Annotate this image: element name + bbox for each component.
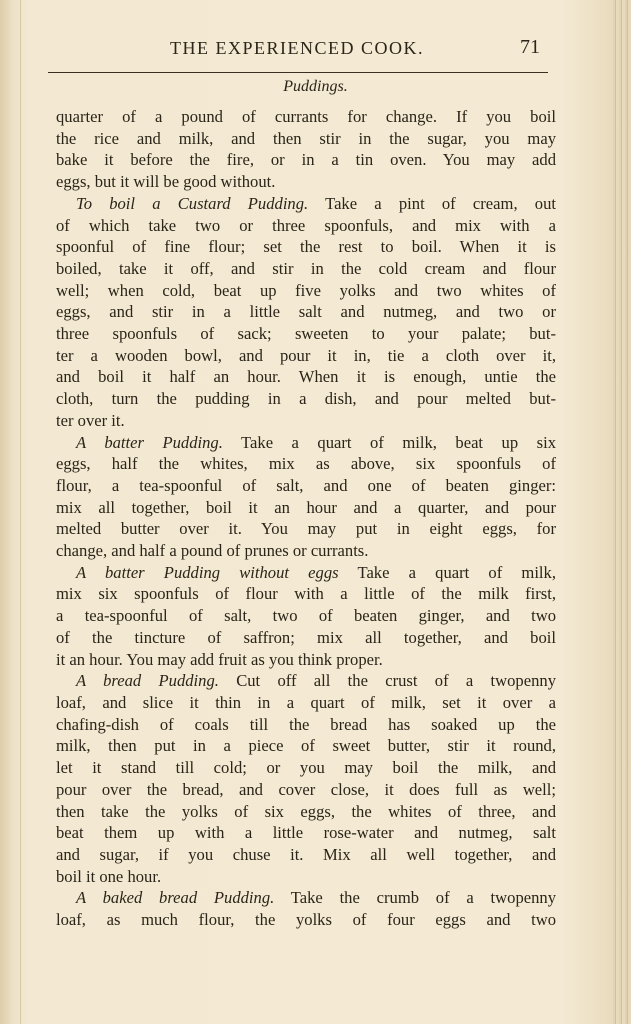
line-text: quarter of a pound of currants for change. If you boil — [56, 107, 556, 126]
text-line — [56, 301, 556, 323]
line-text: mix all together, boil it an hour and a quarter, and pour — [56, 497, 556, 517]
recipe-title: A bread Pudding. — [76, 671, 219, 691]
text-line — [56, 128, 556, 150]
line-text: ter over it. — [56, 410, 125, 430]
text-line — [56, 540, 556, 562]
line-text: of which take two or three spoonfuls, and mix with a — [56, 215, 556, 235]
text-line — [56, 562, 556, 584]
text-line — [56, 692, 556, 714]
line-text: loaf, as much flour, the yolks of four eggs and two — [56, 910, 556, 930]
body-text — [56, 106, 556, 931]
line-text: let it stand till cold; or you may boil the milk, and — [56, 758, 556, 778]
line-text: beat them up with a little rose-water and nutmeg, salt — [56, 823, 556, 843]
margin-line — [20, 0, 21, 1024]
line-text: it an hour. You may add fruit as you think proper. — [56, 649, 383, 669]
line-text: pour over the bread, and cover close, it does full as well; — [56, 779, 556, 799]
text-line — [56, 670, 556, 692]
right-page-edge — [613, 0, 631, 1024]
text-line — [56, 345, 556, 367]
line-text: well; when cold, beat up five yolks and two whites of — [56, 280, 556, 300]
line-text: eggs, but it will be good without. — [56, 172, 276, 192]
text-line — [56, 366, 556, 388]
recipe-title: A baked bread Pudding. — [76, 888, 275, 908]
text-line — [56, 258, 556, 280]
line-text: boiled, take it off, and stir in the cold cream and flour — [56, 258, 556, 278]
text-line — [56, 605, 556, 627]
section-title: Puddings. — [283, 78, 348, 95]
text-line — [56, 432, 556, 454]
line-text: loaf, and slice it thin in a quart of milk, set it over a — [56, 692, 556, 712]
text-line — [56, 410, 556, 432]
line-text: chafing-dish of coals till the bread has soaked up the — [56, 714, 556, 734]
text-line — [56, 149, 556, 171]
text-line — [56, 215, 556, 237]
line-text: and sugar, if you chuse it. Mix all well together, and — [56, 844, 556, 864]
line-text: of the tincture of saffron; mix all together, and boil — [56, 627, 556, 647]
line-text: eggs, half the whites, mix as above, six spoonfuls of — [56, 454, 556, 474]
text-line — [56, 171, 556, 193]
text-line — [56, 714, 556, 736]
line-text: bake it before the fire, or in a tin oven. You may add — [56, 150, 556, 170]
text-line — [56, 779, 556, 801]
line-text: Take a pint of cream, out — [308, 193, 556, 213]
line-text: eggs, and stir in a little salt and nutmeg, and two or — [56, 302, 556, 322]
text-line — [56, 323, 556, 345]
left-page-edge — [0, 0, 14, 1024]
line-text: Take a quart of milk, — [338, 562, 556, 582]
text-line — [56, 236, 556, 258]
line-text: change, and half a pound of prunes or currants. — [56, 541, 369, 561]
text-line — [56, 844, 556, 866]
recipe-title: To boil a Custard Pudding. — [76, 193, 309, 213]
text-line — [56, 866, 556, 888]
line-text: cloth, turn the pudding in a dish, and pour melted but- — [56, 389, 556, 409]
line-text: the rice and milk, and then stir in the sugar, you may — [56, 128, 556, 148]
header-rule — [48, 72, 548, 73]
text-line — [56, 388, 556, 410]
line-text: melted butter over it. You may put in eight eggs, for — [56, 519, 556, 539]
text-line — [56, 475, 556, 497]
line-text: then take the yolks of six eggs, the whites of three, and — [56, 801, 556, 821]
recipe-title: A batter Pudding without eggs — [76, 562, 339, 582]
text-line — [56, 757, 556, 779]
line-text: Take the crumb of a twopenny — [274, 888, 556, 908]
running-title: THE EXPERIENCED COOK. — [170, 38, 424, 58]
line-text: flour, a tea-spoonful of salt, and one of beaten ginger: — [56, 475, 556, 495]
line-text: Cut off all the crust of a twopenny — [218, 671, 556, 691]
text-line — [56, 801, 556, 823]
text-line — [56, 887, 556, 909]
line-text: mix six spoonfuls of flour with a little of the milk first, — [56, 584, 556, 604]
line-text: spoonful of fine flour; set the rest to boil. When it is — [56, 237, 556, 257]
line-text: three spoonfuls of sack; sweeten to your palate; but- — [56, 324, 556, 344]
text-line — [56, 106, 556, 128]
text-line — [56, 280, 556, 302]
line-text: boil it one hour. — [56, 866, 162, 886]
text-line — [56, 518, 556, 540]
page-header — [0, 38, 631, 68]
text-line — [56, 649, 556, 671]
line-text: and boil it half an hour. When it is enough, untie the — [56, 367, 556, 387]
text-line — [56, 909, 556, 931]
page-number: 71 — [520, 36, 540, 58]
text-line — [56, 583, 556, 605]
text-line — [56, 822, 556, 844]
text-line — [56, 627, 556, 649]
text-line — [56, 735, 556, 757]
text-line — [56, 453, 556, 475]
text-line — [56, 497, 556, 519]
line-text: ter a wooden bowl, and pour it in, tie a cloth over it, — [56, 345, 556, 365]
recipe-title: A batter Pudding. — [76, 432, 223, 452]
line-text: a tea-spoonful of salt, two of beaten ginger, and two — [56, 606, 556, 626]
line-text: milk, then put in a piece of sweet butter, stir it round, — [56, 736, 556, 756]
text-line — [56, 193, 556, 215]
line-text: Take a quart of milk, beat up six — [222, 432, 556, 452]
